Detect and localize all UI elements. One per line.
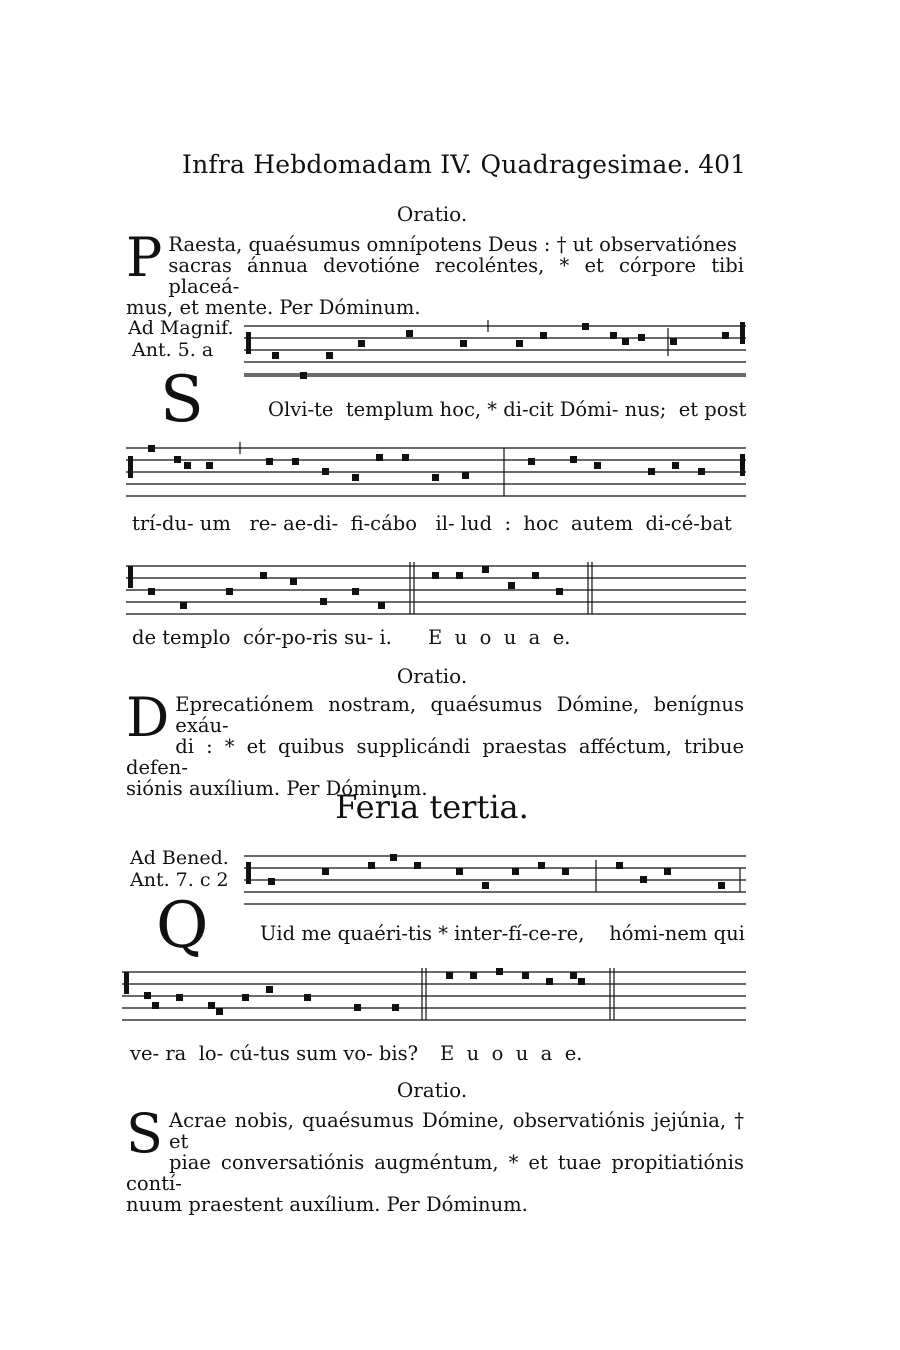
chant-1-cue-2: Ant. 5. a <box>132 339 214 361</box>
prayer-2-line-1: Eprecatiónem nostram, quaésumus Dómine, benígnus exáu- <box>175 693 744 737</box>
chant-1-staff-1b <box>244 370 746 384</box>
prayer-3-line-3: nuum praestent auxílium. Per Dóminum. <box>126 1193 528 1216</box>
drop-cap-p: P <box>126 226 163 289</box>
chant-2-euouae: E u o u a e. <box>440 1042 583 1065</box>
chant-2-staff-1 <box>244 852 746 908</box>
chant-1-cue-1: Ad Magnif. <box>128 317 234 339</box>
prayer-3-line-2: piae conversatiónis augméntum, * et tuae propitiatiónis contí- <box>126 1151 744 1195</box>
chant-1-staff-2 <box>126 444 746 500</box>
chant-1-lyrics-3: de templo cór-po-ris su- i. <box>132 626 392 649</box>
chant-1-euouae: E u o u a e. <box>428 626 571 649</box>
oratio-heading-1: Oratio. <box>396 202 468 226</box>
header-title: Infra Hebdomadam IV. Quadragesimae. <box>182 150 691 179</box>
chant-2-cue-1: Ad Bened. <box>130 847 229 869</box>
prayer-3 <box>126 1102 744 1216</box>
chant-2-lyrics-1: Uid me quaéri-tis * inter-fí-ce-re, hómi-nem qui <box>260 922 745 945</box>
prayer-1-line-1: Raesta, quaésumus omnípotens Deus : † ut observatiónes <box>168 233 737 256</box>
chant-1-lyrics-2: trí-du- um re- ae-di- fi-cábo il- lud : hoc autem di-cé-bat <box>132 512 732 535</box>
prayer-2 <box>126 686 744 800</box>
chant-1-lyrics-1: Olvi-te templum hoc, * di-cit Dómi- nus; et post <box>268 398 747 421</box>
chant-1-initial-s: S <box>160 363 204 437</box>
running-header <box>182 150 746 186</box>
drop-cap-d: D <box>126 686 170 749</box>
chant-2-staff-2 <box>122 968 746 1024</box>
prayer-3-line-1: Acrae nobis, quaésumus Dómine, observatiónis jejúnia, † et <box>169 1109 744 1153</box>
chant-2-initial-q: Q <box>156 889 209 963</box>
chant-1-staff-3 <box>126 562 746 618</box>
chant-2-cue-2: Ant. 7. c 2 <box>130 869 229 891</box>
feria-heading: Feria tertia. <box>335 788 529 826</box>
page-number: 401 <box>698 150 746 179</box>
prayer-2-line-3: siónis auxílium. Per Dóminum. <box>126 777 428 800</box>
oratio-heading-3: Oratio. <box>396 1078 468 1102</box>
chant-2-lyrics-2: ve- ra lo- cú-tus sum vo- bis? <box>130 1042 419 1065</box>
drop-cap-s: S <box>126 1102 163 1165</box>
prayer-1 <box>126 226 744 319</box>
oratio-heading-2: Oratio. <box>396 664 468 688</box>
prayer-1-line-3: mus, et mente. Per Dóminum. <box>126 296 421 319</box>
prayer-1-line-2: sacras ánnua devotióne recoléntes, * et córpore tibi placeá- <box>168 254 744 298</box>
prayer-2-line-2: di : * et quibus supplicándi praestas afféctum, tribue defen- <box>126 735 744 779</box>
